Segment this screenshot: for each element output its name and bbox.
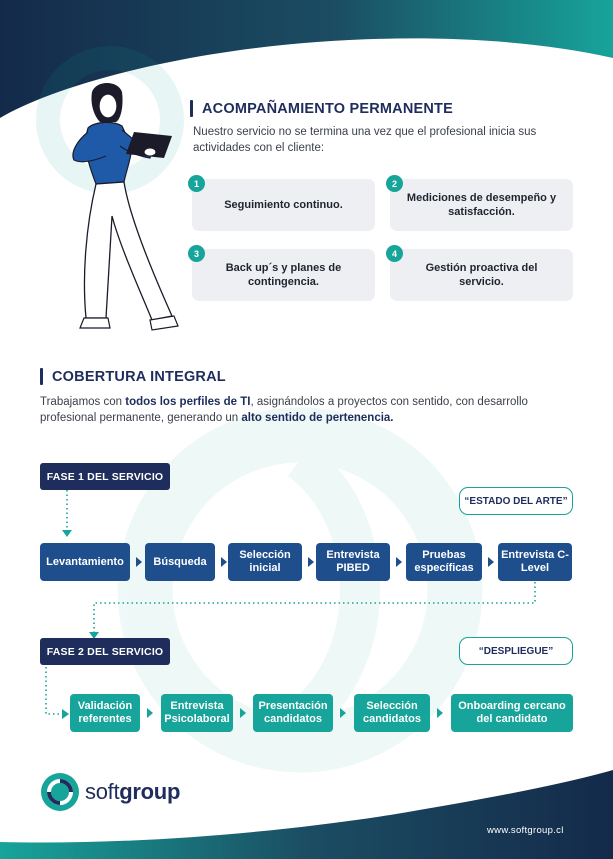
logo-text [85, 779, 180, 805]
card-number-badge: 3 [188, 245, 205, 262]
logo-text-bold: group [119, 779, 181, 804]
softgroup-logo [40, 772, 180, 812]
card-text: Mediciones de desempeño y satisfacción. [406, 192, 557, 218]
step-arrow [308, 557, 314, 567]
phase-2-tag: “DESPLIEGUE” [459, 637, 573, 665]
card-number-badge: 2 [386, 175, 403, 192]
section-intro-text: Nuestro servicio no se termina una vez que el profesional inicia sus actividades con el cliente: [193, 126, 537, 154]
phase-1-tag: “ESTADO DEL ARTE” [459, 487, 573, 515]
section-title-text: ACOMPAÑAMIENTO PERMANENTE [202, 100, 453, 117]
phase-2-step-3: Presentación candidatos [253, 694, 333, 732]
phase-2-step-5: Onboarding cercano del candidato [451, 694, 573, 732]
para-bold-text: todos los perfiles de TI [125, 396, 251, 408]
step-arrow [396, 557, 402, 567]
para-text: Trabajamos con [40, 396, 126, 408]
para-text: , asignándolos a proyectos con sentido, con desarrollo profesional permanente, generando un [40, 396, 528, 424]
step-arrow [340, 708, 346, 718]
phase-2-step-2: Entrevista Psicolaboral [161, 694, 233, 732]
phase-1-label: FASE 1 DEL SERVICIO [40, 463, 170, 490]
logo-icon [40, 772, 80, 812]
phase-2-step-1: Validación referentes [70, 694, 140, 732]
phase-1-step-6: Entrevista C-Level [498, 543, 572, 581]
phase-1-step-1: Levantamiento [40, 543, 130, 581]
section-title-text: COBERTURA INTEGRAL [52, 368, 226, 385]
card-number-badge: 4 [386, 245, 403, 262]
para-bold-text: alto sentido de pertenencia. [241, 412, 394, 424]
phase-1-step-2: Búsqueda [145, 543, 215, 581]
step-arrow [240, 708, 246, 718]
step-arrow [147, 708, 153, 718]
phase-1-step-4: Entrevista PIBED [316, 543, 390, 581]
card-text: Seguimiento continuo. [224, 199, 343, 211]
step-arrow [488, 557, 494, 567]
card-text: Gestión proactiva del servicio. [425, 262, 538, 288]
phase-1-step-3: Selección inicial [228, 543, 302, 581]
step-arrow [136, 557, 142, 567]
step-arrow [437, 708, 443, 718]
card-text: Back up´s y planes de contingencia. [225, 262, 342, 288]
phase-1-step-5: Pruebas específicas [406, 543, 482, 581]
phase-2-label: FASE 2 DEL SERVICIO [40, 638, 170, 665]
step-arrow [221, 557, 227, 567]
phase-2-step-4: Selección candidatos [354, 694, 430, 732]
logo-text-light: soft [85, 779, 120, 804]
card-number-badge: 1 [188, 175, 205, 192]
website-url[interactable]: www.softgroup.cl [487, 825, 564, 836]
